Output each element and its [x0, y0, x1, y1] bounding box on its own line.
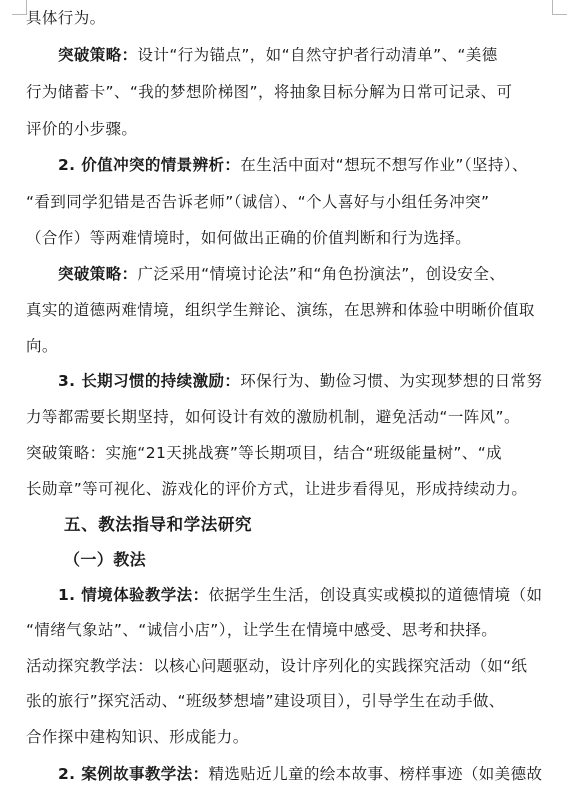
text-line: 2. 价值冲突的情景辨析：在生活中面对“想玩不想写作业”（坚持）、: [58, 156, 528, 174]
text-line: 长勋章”等可视化、游戏化的评价方式，让进步看得见，形成持续动力。: [26, 480, 528, 498]
text-line: 评价的小步骤。: [26, 120, 138, 138]
text-line: 力等都需要长期坚持，如何设计有效的激励机制，避免活动“一阵风”。: [26, 408, 520, 426]
text-line: 活动探究教学法：以核心问题驱动，设计序列化的实践探究活动（如“纸: [26, 657, 528, 675]
text-line: 张的旅行”探究活动、“班级梦想墙”建设项目），引导学生在动手做、: [26, 692, 505, 710]
bold-lead: 2. 案例故事教学法：: [58, 765, 209, 783]
text-line: 1. 情境体验教学法：依据学生生活，创设真实或模拟的道德情境（如: [58, 586, 543, 604]
bold-lead: 2. 价值冲突的情景辨析：: [58, 156, 241, 174]
text-line: 真实的道德两难情境，组织学生辩论、演练，在思辨和体验中明晰价值取: [26, 301, 535, 319]
text-line: “情绪气象站”、“诚信小店”），让学生在情境中感受、思考和抉择。: [26, 621, 498, 639]
text-line: 具体行为。: [26, 9, 106, 27]
text-line: 向。: [26, 337, 58, 355]
text-line: （合作）等两难情境时，如何做出正确的价值判断和行为选择。: [26, 229, 472, 247]
text-line: 突破策略：设计“行为锚点”，如“自然守护者行动清单”、“美德: [58, 46, 498, 64]
page-corner-mark-left: [12, 0, 27, 15]
bold-lead: 3. 长期习惯的持续激励：: [58, 372, 241, 390]
bold-lead: 突破策略：: [58, 46, 138, 64]
text-line: 行为储蓄卡”、“我的梦想阶梯图”，将抽象目标分解为日常可记录、可: [26, 83, 513, 101]
text-line: 2. 案例故事教学法：精选贴近儿童的绘本故事、榜样事迹（如美德故: [58, 765, 543, 783]
bold-lead: 1. 情境体验教学法：: [58, 586, 209, 604]
subsection-heading: （一）教法: [64, 550, 147, 569]
text-line: 突破策略：广泛采用“情境讨论法”和“角色扮演法”，创设安全、: [58, 265, 506, 283]
bold-lead: 突破策略：: [58, 265, 138, 283]
section-heading: 五、教法指导和学法研究: [64, 515, 253, 534]
text-line: “看到同学犯错是否告诉老师”（诚信）、“个人喜好与小组任务冲突”: [26, 193, 490, 211]
text-line: 突破策略：实施“21天挑战赛”等长期项目，结合“班级能量树”、“成: [26, 444, 503, 462]
text-line: 3. 长期习惯的持续激励：环保行为、勤俭习惯、为实现梦想的日常努: [58, 372, 543, 390]
text-line: 合作探中建构知识、形成能力。: [26, 728, 249, 746]
